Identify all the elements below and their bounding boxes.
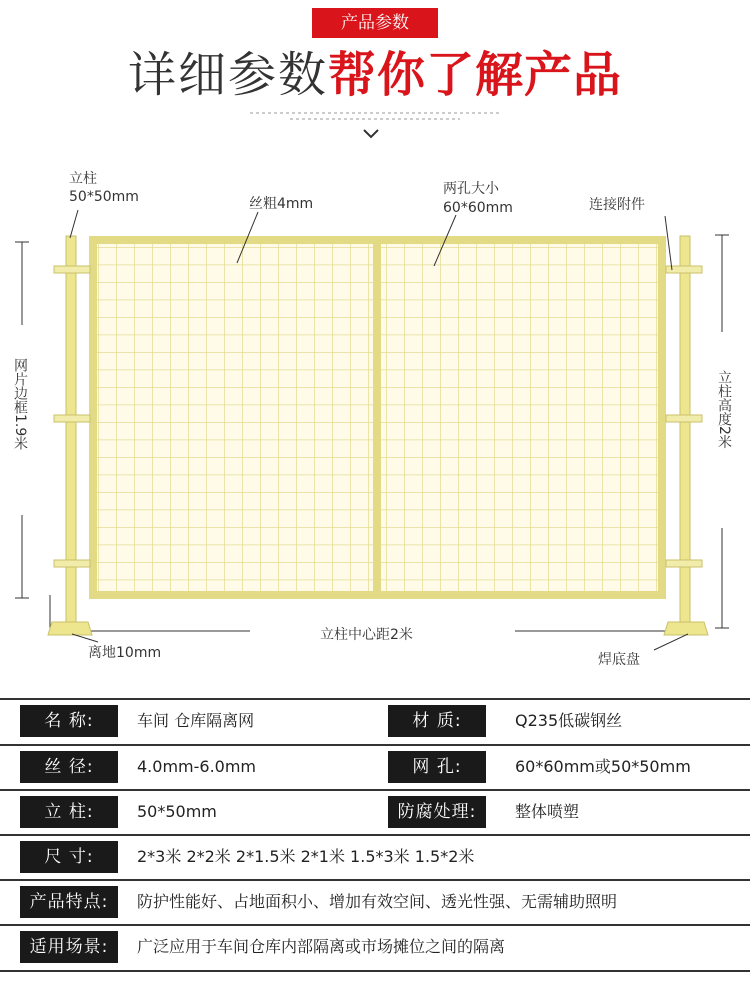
chevron-down-icon <box>362 127 380 141</box>
mesh-panel-left <box>93 240 377 595</box>
table-divider <box>0 698 750 700</box>
page-title <box>0 40 750 110</box>
post-spacing-label: 立柱中心距2米 <box>320 627 413 643</box>
post-label: 立柱 <box>69 171 97 187</box>
spec-key: 防腐处理: <box>388 796 486 828</box>
spec-value: 防护性能好、占地面积小、增加有效空间、透光性强、无需辅助照明 <box>137 892 618 911</box>
table-divider <box>0 970 750 972</box>
decor-line <box>290 118 460 120</box>
spec-key: 尺 寸: <box>20 841 118 873</box>
table-divider <box>0 834 750 836</box>
table-divider <box>0 789 750 791</box>
attachment-label: 连接附件 <box>589 197 645 213</box>
spec-value: 50*50mm <box>137 802 217 821</box>
spec-key: 网 孔: <box>388 751 486 783</box>
spec-value: 4.0mm-6.0mm <box>137 757 257 776</box>
spec-value: 广泛应用于车间仓库内部隔离或市场摊位之间的隔离 <box>137 937 506 956</box>
table-divider <box>0 879 750 881</box>
wire-label: 丝粗4mm <box>249 196 314 212</box>
base-plate-label: 焊底盘 <box>598 652 640 668</box>
page-title-bold: 帮你了解产品 <box>328 47 623 103</box>
spec-key: 适用场景: <box>20 931 118 963</box>
table-divider <box>0 924 750 926</box>
spec-key: 立 柱: <box>20 796 118 828</box>
spec-value: 整体喷塑 <box>515 802 580 821</box>
left-base-plate <box>48 622 92 635</box>
ground-clearance-label: 离地10mm <box>88 645 162 661</box>
spec-value: 60*60mm或50*50mm <box>515 757 691 776</box>
frame-height-label: 网片边框1.9米 <box>12 358 28 451</box>
spec-key: 产品特点: <box>20 886 118 918</box>
spec-key: 名 称: <box>20 705 118 737</box>
hole-size-label: 60*60mm <box>443 200 513 216</box>
spec-value: Q235低碳钢丝 <box>515 711 623 730</box>
page-title-light: 详细参数 <box>127 47 328 103</box>
decor-line <box>250 112 500 114</box>
post-size-label: 50*50mm <box>69 189 139 205</box>
mesh-panel-right <box>378 240 662 595</box>
spec-value: 2*3米 2*2米 2*1.5米 2*1米 1.5*3米 1.5*2米 <box>137 847 475 866</box>
spec-key: 丝 径: <box>20 751 118 783</box>
fence-diagram <box>0 150 750 690</box>
table-divider <box>0 744 750 746</box>
header-badge: 产品参数 <box>312 8 438 38</box>
spec-value: 车间 仓库隔离网 <box>137 711 255 730</box>
right-base-plate <box>664 622 708 635</box>
spec-key: 材 质: <box>388 705 486 737</box>
post-height-label: 立柱高度2米 <box>716 370 732 449</box>
hole-label: 两孔大小 <box>443 181 499 197</box>
